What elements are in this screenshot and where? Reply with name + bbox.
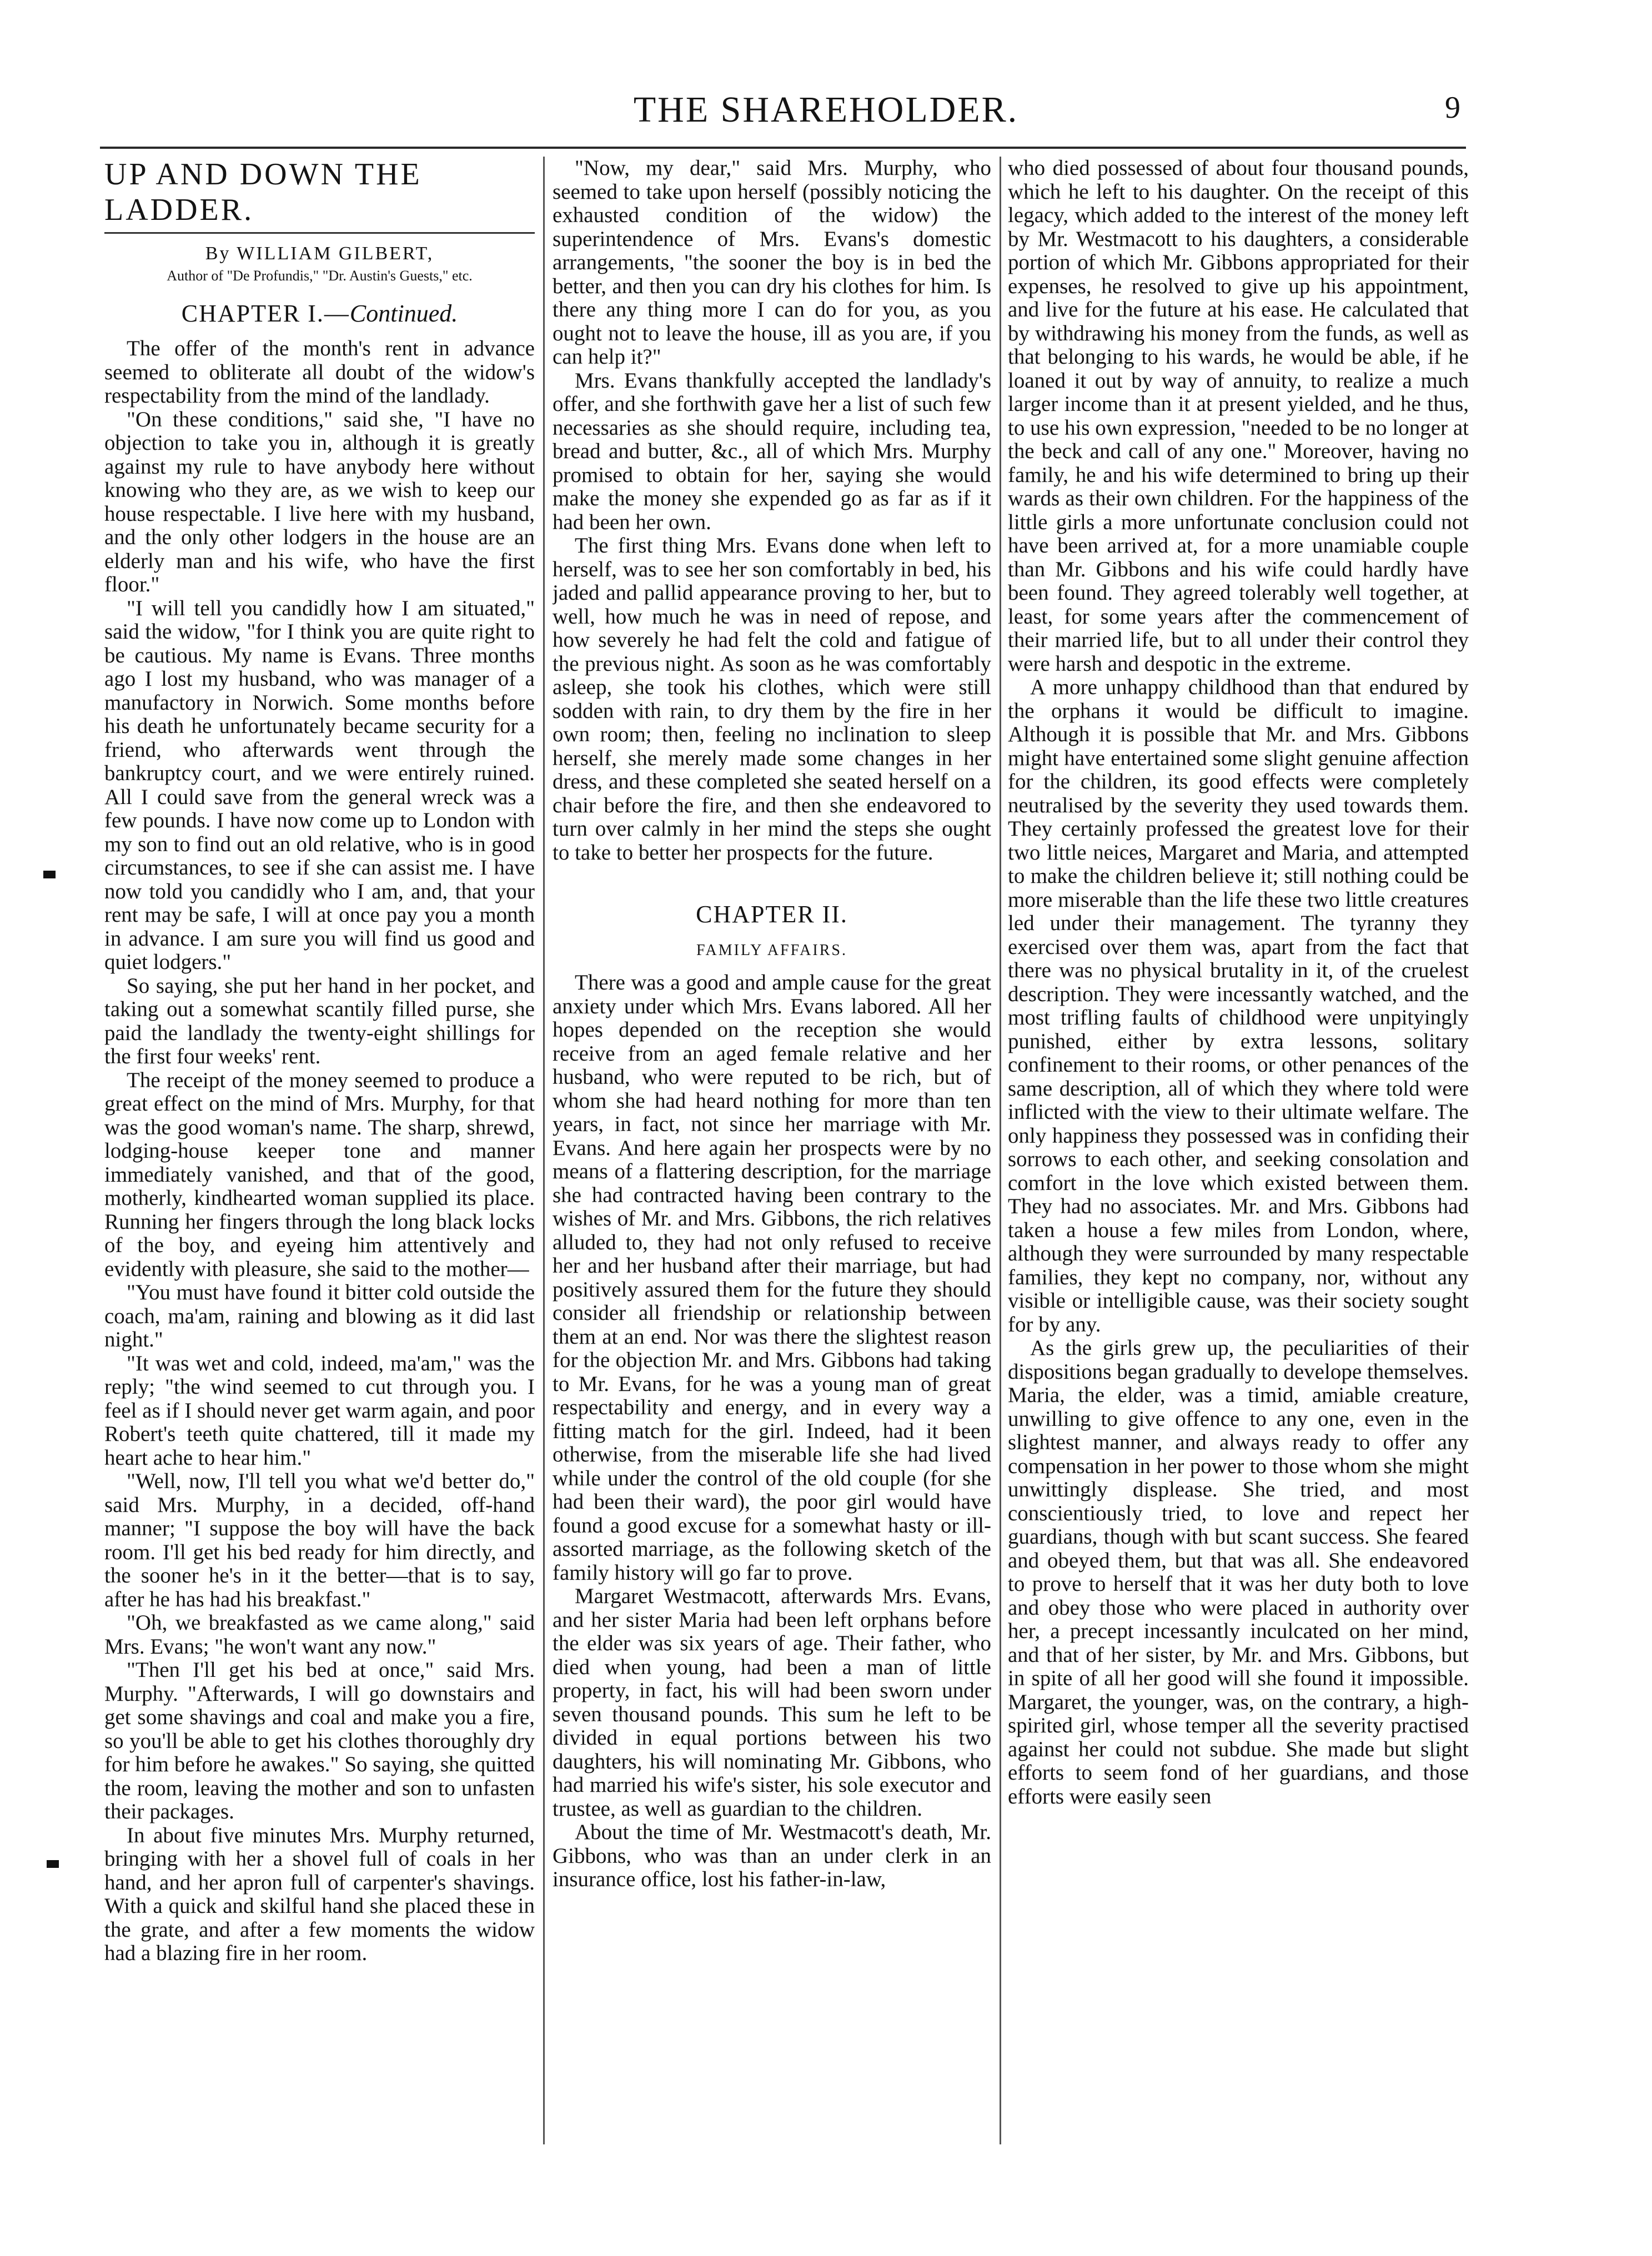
paragraph: In about five minutes Mrs. Murphy returned, bringing with her a shovel full of coals in her hand, and her apron full of carpenter's shavings. With a quick and skilful hand she placed these in the grate, and after a few moments the widow had a blazing fire in her room. <box>104 1823 535 1965</box>
paragraph: who died possessed of about four thousand pounds, which he left to his daughter. On the receipt of this legacy, which added to the interest of the money left by Mr. Westmacott to his daughters, a considerable portion of which Mr. Gibbons appropriated for their expenses, he resolved to give up his appointment, and live for the future at his ease. He calculated that by withdrawing his money from the funds, as well as that belonging to his wards, he would be able, if he loaned it out by way of annuity, to realize a much larger income than it at present yielded, and he thus, to use his own expression, "needed to be no longer at the beck and call of any one." Moreover, having no family, he and his wife determined to bring up their wards as their own children. For the happiness of the little girls a more unfortunate conclusion could not have been arrived at, for a more unamiable couple than Mr. Gibbons and his wife could hardly have been found. They agreed tolerably well together, at least, for some years after the commencement of their married life, but to all under their control they were harsh and despotic in the extreme. <box>1008 157 1469 676</box>
chapter-heading <box>104 297 535 330</box>
margin-mark <box>47 1860 59 1868</box>
paragraph: About the time of Mr. Westmacott's death, Mr. Gibbons, who was than an under clerk in an insurance office, lost his father-in-law, <box>553 1820 991 1891</box>
chapter-spacer <box>553 865 991 892</box>
column-divider <box>543 157 545 2144</box>
paragraph: Margaret Westmacott, afterwards Mrs. Evans, and her sister Maria had been left orphans before the elder was six years of age. Their father, who died when young, had been a man of little property, in fact, his will had been sworn under seven thousand pounds. This sum he left to be divided in equal portions between his two daughters, his will nominating Mr. Gibbons, who had married his wife's sister, his sole executor and trustee, as well as guardian to the children. <box>553 1584 991 1821</box>
paragraph: So saying, she put her hand in her pocket, and taking out a somewhat scantily filled purse, she paid the landlady the twenty-eight shillings for the first four weeks' rent. <box>104 973 535 1068</box>
paragraph: "It was wet and cold, indeed, ma'am," was the reply; "the wind seemed to cut through you. I feel as if I should never get warm again, and poor Robert's teeth quite chattered, till it made my heart ache to hear him." <box>104 1351 535 1470</box>
header-rule <box>100 147 1466 149</box>
story-title: UP AND DOWN THE LADDER. <box>104 157 535 234</box>
paragraph: "I will tell you candidly how I am situated," said the widow, "for I think you are quite right to be cautious. My name is Evans. Three months ago I lost my husband, who was manager of a manufactory in Norwich. Some months before his death he unfortunately became security for a friend, who afterwards went through the bankruptcy court, and we were entirely ruined. All I could save from the general wreck was a few pounds. I have now come up to London with my son to find out an old relative, who is in good circumstances, to see if she can assist me. I have now told you candidly who I am, and, that your rent may be safe, I will at once pay you a month in advance. I am sure you will find us good and quiet lodgers." <box>104 596 535 974</box>
masthead <box>0 83 1652 144</box>
byline: By WILLIAM GILBERT, <box>205 243 434 264</box>
chapter-continued: Continued. <box>349 300 458 327</box>
paragraph: "Now, my dear," said Mrs. Murphy, who seemed to take upon herself (possibly noticing the exhausted condition of the widow) the superintendence of Mrs. Evans's domestic arrangements, "the sooner the boy is in bed the better, and then you can dry his clothes for him. Is there any thing more I can do for you, as you ought not to leave the house, ill as you are, if you can help it?" <box>553 157 991 369</box>
chapter-subtitle: FAMILY AFFAIRS. <box>696 942 847 959</box>
margin-mark <box>43 871 56 878</box>
paragraph: "Well, now, I'll tell you what we'd better do," said Mrs. Murphy, in a decided, off-hand manner; "I suppose the boy will have the back room. I'll get his bed ready for him directly, and the sooner he's in it the better—that is to say, after he has had his breakfast." <box>104 1469 535 1611</box>
paragraph: A more unhappy childhood than that endured by the orphans it would be difficult to imagine. Although it is possible that Mr. and Mrs. Gibbons might have entertained some slight genuine affection for the children, its good effects were completely neutralised by the severity they used towards them. They certainly professed the greatest love for their two little neices, Margaret and Maria, and attempted to make the children believe it; still nothing could be more miserable than the life these two little creatures led under their management. The tyranny they exercised over them was, apart from the fact that there was no physical brutality in it, of the cruelest description. They were incessantly watched, and the most trifling faults of childhood were unpityingly punished, either by extra lessons, solitary confinement to their rooms, or other penances of the same description, all of which they where told were inflicted with the view to their ultimate welfare. The only happiness they possessed was in confiding their sorrows to each other, and seeking consolation and comfort in the love which existed between them. They had no associates. Mr. and Mrs. Gibbons had taken a house a few miles from London, where, although they were surrounded by many respectable families, they kept no company, nor, without any visible or intelligible cause, was their society sought for by any. <box>1008 675 1469 1336</box>
publication-title: THE SHAREHOLDER. <box>633 89 1019 130</box>
paragraph: The offer of the month's rent in advance seemed to obliterate all doubt of the widow's respectability from the mind of the landlady. <box>104 336 535 408</box>
column-1 <box>104 157 535 2144</box>
column-2 <box>553 157 991 2144</box>
author-works: Author of "De Profundis," "Dr. Austin's Guests," etc. <box>167 268 473 284</box>
paragraph: Mrs. Evans thankfully accepted the landlady's offer, and she forthwith gave her a list of such few necessaries as she should require, including tea, bread and butter, &c., all of which Mrs. Murphy promised to obtain for her, saying she would make the money she expended go as far as if it had been her own. <box>553 368 991 534</box>
paragraph: "Oh, we breakfasted as we came along," said Mrs. Evans; "he won't want any now." <box>104 1611 535 1659</box>
paragraph: The first thing Mrs. Evans done when left to herself, was to see her son comfortably in bed, his jaded and pallid appearance proving to her, but to well, how much he was in need of repose, and how severely he had felt the cold and fatigue of the previous night. As soon as he was comfortably asleep, she took his clothes, which were still sodden with rain, to dry them by the fire in her own room; then, feeling no inclination to sleep herself, she merely made some changes in her dress, and these completed she seated herself on a chair before the fire, and then she endeavored to turn over calmly in her mind the steps she ought to take to better her prospects for the future. <box>553 534 991 865</box>
paragraph: The receipt of the money seemed to produce a great effect on the mind of Mrs. Murphy, for that was the good woman's name. The sharp, shrewd, lodging-house keeper tone and manner immediately vanished, and that of the good, motherly, kindhearted woman supplied its place. Running her fingers through the long black locks of the boy, and eyeing him attentively and evidently with pleasure, she said to the mother— <box>104 1068 535 1281</box>
paragraph: "On these conditions," said she, "I have no objection to take you in, although it is greatly against my rule to have anybody here without knowing who they are, as we wish to keep our house respectable. I live here with my husband, and the only other lodgers in the house are an elderly man and his wife, who have the first floor." <box>104 407 535 596</box>
chapter-heading: CHAPTER II. <box>696 901 848 928</box>
page-number: 9 <box>1445 91 1460 125</box>
paragraph: There was a good and ample cause for the great anxiety under which Mrs. Evans labored. All her hopes depended on the reception she would receive from an aged female relative and her husband, who were reputed to be rich, but of whom she had heard nothing for more than ten years, in fact, not since her marriage with Mr. Evans. And here again her prospects were by no means of a flattering description, for the marriage she had contracted having been contrary to the wishes of Mr. and Mrs. Gibbons, the rich relatives alluded to, they had not only refused to receive her and her husband after their marriage, but had positively assured them for the future they should consider all friendship or relationship between them at an end. Nor was there the slightest reason for the objection Mr. and Mrs. Gibbons had taking to Mr. Evans, for he was a young man of great respectability and energy, and in every way a fitting match for the girl. Indeed, had it been otherwise, from the miserable life she had lived while under the control of the old couple (for she had been their ward), the poor girl would have found a good excuse for a somewhat hasty or ill-assorted marriage, as the following sketch of the family history will go far to prove. <box>553 971 991 1585</box>
paragraph: "Then I'll get his bed at once," said Mrs. Murphy. "Afterwards, I will go downstairs and get some shavings and coal and make you a fire, so you'll be able to get his clothes thoroughly dry for him before he awakes." So saying, she quitted the room, leaving the mother and son to unfasten their packages. <box>104 1658 535 1823</box>
column-3 <box>1008 157 1469 2144</box>
column-divider <box>1000 157 1001 2144</box>
paragraph: "You must have found it bitter cold outside the coach, ma'am, raining and blowing as it did last night." <box>104 1280 535 1351</box>
chapter-number: CHAPTER I.— <box>181 300 350 327</box>
paragraph: As the girls grew up, the peculiarities of their dispositions began gradually to develope themselves. Maria, the elder, was a timid, amiable creature, unwilling to give offence to any one, even in the slightest manner, and always ready to offer any compensation in her power to those whom she might unwittingly displease. She tried, and most conscientiously tried, to love and repect her guardians, though with but scant success. She feared and obeyed them, but that was all. She endeavored to prove to herself that it was her duty both to love and obey those who were placed in authority over her, a precept incessantly inculcated on her mind, and that of her sister, by Mr. and Mrs. Gibbons, but in spite of all her good will she found it impossible. Margaret, the younger, was, on the contrary, a high-spirited girl, whose temper all the severity practised against her could not subdue. She made but slight efforts to seem fond of her guardians, and those efforts were easily seen <box>1008 1336 1469 1808</box>
